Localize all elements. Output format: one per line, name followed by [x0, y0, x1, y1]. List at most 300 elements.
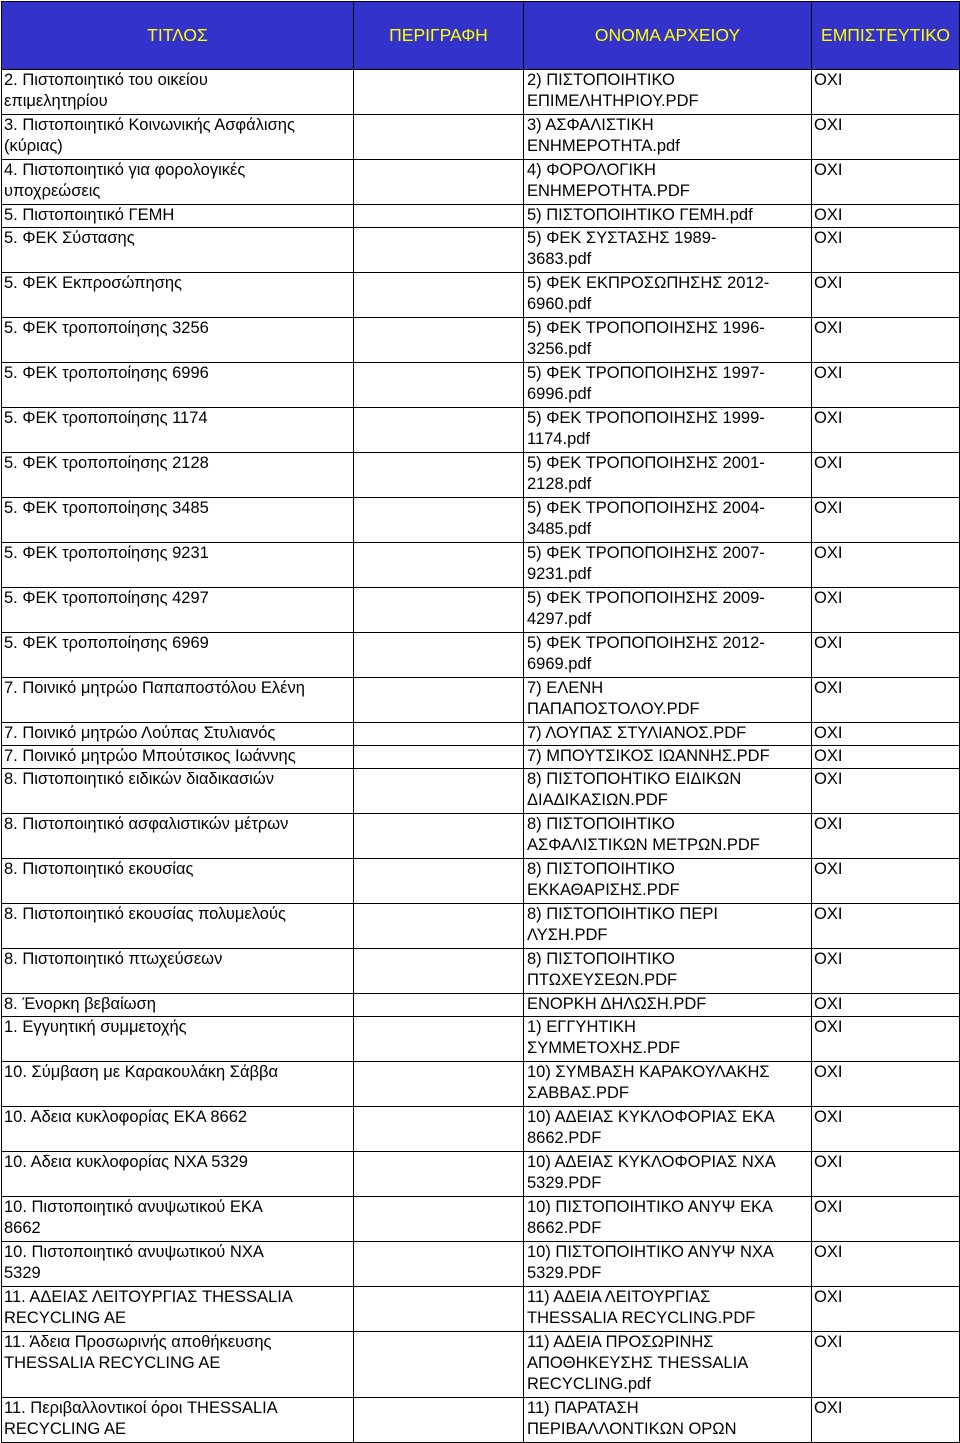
cell-filename-line: 8662.PDF [527, 1129, 602, 1147]
cell-title-line: 2. Πιστοποιητικό του οικείου [4, 71, 208, 89]
header-description: ΠΕΡΙΓΡΑΦΗ [354, 2, 524, 70]
cell-title [2, 1062, 354, 1107]
cell-title [2, 228, 354, 273]
cell-filename [524, 205, 812, 228]
cell-title-line: 7. Ποινικό μητρώο Μπούτσικος Ιωάννης [4, 747, 296, 765]
cell-confidential [812, 1332, 960, 1398]
cell-filename-line: 3485.pdf [527, 520, 592, 538]
cell-description [354, 1242, 524, 1287]
cell-confidential-value: ΟΧΙ [814, 364, 843, 382]
cell-description [354, 228, 524, 273]
cell-confidential-value: ΟΧΙ [814, 1333, 843, 1351]
cell-title [2, 453, 354, 498]
cell-filename-line: 4297.pdf [527, 610, 592, 628]
cell-filename [524, 746, 812, 769]
cell-title [2, 588, 354, 633]
table-row [2, 949, 960, 994]
documents-table [1, 1, 960, 1443]
cell-confidential-value: ΟΧΙ [814, 71, 843, 89]
cell-confidential-value: ΟΧΙ [814, 116, 843, 134]
cell-confidential [812, 205, 960, 228]
cell-filename-line: 7) ΜΠΟΥΤΣΙΚΟΣ ΙΩΑΝΝΗΣ.PDF [527, 747, 770, 765]
table-row [2, 228, 960, 273]
cell-description [354, 814, 524, 859]
cell-title [2, 70, 354, 115]
cell-confidential [812, 1152, 960, 1197]
cell-filename-line: 5) ΠΙΣΤΟΠΟΙΗΤΙΚΟ ΓΕΜΗ.pdf [527, 206, 753, 224]
table-row [2, 859, 960, 904]
cell-description [354, 363, 524, 408]
cell-description [354, 1287, 524, 1332]
cell-confidential-value: ΟΧΙ [814, 1108, 843, 1126]
table-row [2, 633, 960, 678]
cell-confidential [812, 949, 960, 994]
cell-filename-line: ΣΥΜΜΕΤΟΧΗΣ.PDF [527, 1039, 681, 1057]
table-row [2, 408, 960, 453]
cell-title-line: (κύριας) [4, 137, 63, 155]
cell-confidential-value: ΟΧΙ [814, 950, 843, 968]
table-row [2, 994, 960, 1017]
cell-title-line: 5. ΦΕΚ Εκπροσώπησης [4, 274, 183, 292]
cell-filename-line: ΑΠΟΘΗΚΕΥΣΗΣ THESSALIA [527, 1354, 749, 1372]
cell-confidential [812, 633, 960, 678]
cell-confidential-value: ΟΧΙ [814, 724, 843, 742]
cell-filename-line: 7) ΕΛΕΝΗ [527, 679, 604, 697]
cell-title-line: 1. Εγγυητική συμμετοχής [4, 1018, 187, 1036]
cell-title-line: RECYCLING AE [4, 1420, 126, 1438]
cell-filename-line: 8) ΠΙΣΤΟΠΟΙΗΤΙΚΟ ΠΕΡΙ [527, 905, 718, 923]
cell-title [2, 318, 354, 363]
cell-filename-line: 8662.PDF [527, 1219, 602, 1237]
cell-filename [524, 949, 812, 994]
cell-title-line: 4. Πιστοποιητικό για φορολογικές [4, 161, 246, 179]
cell-title [2, 1017, 354, 1062]
cell-filename-line: ΛΥΣΗ.PDF [527, 926, 608, 944]
cell-title [2, 1242, 354, 1287]
cell-filename [524, 543, 812, 588]
cell-filename [524, 1398, 812, 1443]
cell-confidential [812, 723, 960, 746]
cell-description [354, 498, 524, 543]
cell-filename-line: 8) ΠΙΣΤΟΠΟΙΗΤΙΚΟ [527, 860, 675, 878]
cell-confidential-value: ΟΧΙ [814, 1018, 843, 1036]
cell-filename [524, 160, 812, 205]
cell-confidential [812, 1287, 960, 1332]
cell-confidential [812, 70, 960, 115]
cell-description [354, 543, 524, 588]
cell-confidential-value: ΟΧΙ [814, 905, 843, 923]
cell-filename-line: 5) ΦΕΚ ΤΡΟΠΟΠΟΙΗΣΗΣ 1999- [527, 409, 765, 427]
cell-title [2, 859, 354, 904]
cell-confidential-value: ΟΧΙ [814, 815, 843, 833]
cell-filename [524, 678, 812, 723]
cell-filename [524, 498, 812, 543]
cell-title [2, 904, 354, 949]
cell-title [2, 1398, 354, 1443]
cell-title-line: 8. Πιστοποιητικό ασφαλιστικών μέτρων [4, 815, 289, 833]
table-row [2, 723, 960, 746]
cell-title-line: 10. Αδεια κυκλοφορίας ΕΚΑ 8662 [4, 1108, 248, 1126]
cell-title-line: 8. Πιστοποιητικό πτωχεύσεων [4, 950, 223, 968]
cell-filename-line: ΣΑΒΒΑΣ.PDF [527, 1084, 630, 1102]
cell-title [2, 543, 354, 588]
cell-filename-line: 5) ΦΕΚ ΤΡΟΠΟΠΟΙΗΣΗΣ 2001- [527, 454, 765, 472]
cell-title-line: 11. ΑΔΕΙΑΣ ΛΕΙΤΟΥΡΓΙΑΣ THESSALIA [4, 1288, 293, 1306]
cell-filename-line: 2128.pdf [527, 475, 592, 493]
cell-filename-line: ΕΠΙΜΕΛΗΤΗΡΙΟΥ.PDF [527, 92, 699, 110]
cell-confidential-value: ΟΧΙ [814, 229, 843, 247]
cell-title [2, 205, 354, 228]
cell-confidential [812, 859, 960, 904]
cell-confidential [812, 769, 960, 814]
cell-title-line: 5. ΦΕΚ Σύστασης [4, 229, 135, 247]
cell-filename-line: ΕΚΚΑΘΑΡΙΣΗΣ.PDF [527, 881, 680, 899]
cell-filename [524, 318, 812, 363]
cell-filename [524, 1332, 812, 1398]
cell-title-line: 5. ΦΕΚ τροποποίησης 6969 [4, 634, 209, 652]
cell-filename [524, 273, 812, 318]
cell-title-line: 8662 [4, 1219, 41, 1237]
cell-filename-line: 11) ΠΑΡΑΤΑΣΗ [527, 1399, 639, 1417]
table-row [2, 1332, 960, 1398]
cell-description [354, 273, 524, 318]
table-row [2, 1287, 960, 1332]
cell-filename-line: 5) ΦΕΚ ΤΡΟΠΟΠΟΙΗΣΗΣ 2004- [527, 499, 765, 517]
cell-title [2, 273, 354, 318]
cell-description [354, 1332, 524, 1398]
table-row [2, 1017, 960, 1062]
cell-confidential [812, 115, 960, 160]
cell-confidential-value: ΟΧΙ [814, 1288, 843, 1306]
cell-filename-line: 9231.pdf [527, 565, 592, 583]
cell-confidential [812, 814, 960, 859]
cell-filename-line: ΠΤΩΧΕΥΣΕΩΝ.PDF [527, 971, 678, 989]
cell-filename [524, 904, 812, 949]
table-header-row [2, 2, 960, 70]
table-row [2, 498, 960, 543]
cell-filename-line: ΑΣΦΑΛΙΣΤΙΚΩΝ ΜΕΤΡΩΝ.PDF [527, 836, 760, 854]
cell-description [354, 318, 524, 363]
cell-title-line: 3. Πιστοποιητικό Κοινωνικής Ασφάλισης [4, 116, 295, 134]
cell-description [354, 949, 524, 994]
cell-filename-line: ΕΝΗΜΕΡΟΤΗΤΑ.pdf [527, 137, 680, 155]
cell-title [2, 1197, 354, 1242]
cell-title [2, 1287, 354, 1332]
table-body [2, 70, 960, 1443]
cell-confidential [812, 904, 960, 949]
cell-title-line: 5329 [4, 1264, 41, 1282]
cell-title-line: υποχρεώσεις [4, 182, 101, 200]
cell-confidential [812, 1197, 960, 1242]
cell-confidential-value: ΟΧΙ [814, 1198, 843, 1216]
cell-confidential-value: ΟΧΙ [814, 747, 843, 765]
cell-filename-line: 10) ΑΔΕΙΑΣ ΚΥΚΛΟΦΟΡΙΑΣ ΕΚΑ [527, 1108, 775, 1126]
cell-filename-line: 5) ΦΕΚ ΣΥΣΤΑΣΗΣ 1989- [527, 229, 717, 247]
cell-filename [524, 1152, 812, 1197]
cell-filename [524, 228, 812, 273]
cell-description [354, 1152, 524, 1197]
cell-filename-line: 10) ΑΔΕΙΑΣ ΚΥΚΛΟΦΟΡΙΑΣ ΝΧΑ [527, 1153, 776, 1171]
cell-title [2, 363, 354, 408]
cell-title-line: 10. Πιστοποιητικό ανυψωτικού ΝΧΑ [4, 1243, 264, 1261]
cell-description [354, 115, 524, 160]
table-row [2, 1242, 960, 1287]
cell-confidential [812, 678, 960, 723]
cell-filename-line: 5) ΦΕΚ ΕΚΠΡΟΣΩΠΗΣΗΣ 2012- [527, 274, 770, 292]
cell-filename-line: RECYCLING.pdf [527, 1375, 651, 1393]
cell-description [354, 633, 524, 678]
cell-description [354, 1398, 524, 1443]
cell-description [354, 746, 524, 769]
cell-description [354, 70, 524, 115]
cell-filename-line: ΠΑΠΑΠΟΣΤΟΛΟΥ.PDF [527, 700, 700, 718]
cell-title-line: 8. Ένορκη βεβαίωση [4, 995, 156, 1013]
header-title: ΤΙΤΛΟΣ [2, 2, 354, 70]
cell-confidential [812, 588, 960, 633]
cell-confidential [812, 1107, 960, 1152]
cell-title-line: 5. ΦΕΚ τροποποίησης 4297 [4, 589, 209, 607]
header-confidential: ΕΜΠΙΣΤΕΥΤΙΚΟ [812, 2, 960, 70]
table-row [2, 814, 960, 859]
cell-filename-line: 11) ΑΔΕΙΑ ΠΡΟΣΩΡΙΝΗΣ [527, 1333, 714, 1351]
cell-confidential-value: ΟΧΙ [814, 544, 843, 562]
cell-filename-line: 7) ΛΟΥΠΑΣ ΣΤΥΛΙΑΝΟΣ.PDF [527, 724, 747, 742]
cell-confidential [812, 1398, 960, 1443]
table-row [2, 1152, 960, 1197]
cell-title-line: 7. Ποινικό μητρώο Λούπας Στυλιανός [4, 724, 276, 742]
cell-description [354, 859, 524, 904]
cell-filename [524, 363, 812, 408]
cell-filename [524, 1107, 812, 1152]
cell-confidential [812, 543, 960, 588]
cell-filename-line: 1174.pdf [527, 430, 591, 448]
cell-title-line: 5. ΦΕΚ τροποποίησης 9231 [4, 544, 209, 562]
cell-title-line: 5. ΦΕΚ τροποποίησης 6996 [4, 364, 209, 382]
cell-title-line: 10. Πιστοποιητικό ανυψωτικού ΕΚΑ [4, 1198, 263, 1216]
cell-title-line: 5. ΦΕΚ τροποποίησης 3256 [4, 319, 209, 337]
cell-confidential-value: ΟΧΙ [814, 770, 843, 788]
cell-filename-line: 8) ΠΙΣΤΟΠΟΙΗΤΙΚΟ [527, 815, 675, 833]
cell-filename [524, 1287, 812, 1332]
cell-filename [524, 769, 812, 814]
cell-filename-line: 5) ΦΕΚ ΤΡΟΠΟΠΟΙΗΣΗΣ 2012- [527, 634, 765, 652]
cell-filename-line: 1) ΕΓΓΥΗΤΙΚΗ [527, 1018, 636, 1036]
cell-title-line: 8. Πιστοποιητικό εκουσίας πολυμελούς [4, 905, 286, 923]
cell-filename-line: 10) ΣΥΜΒΑΣΗ ΚΑΡΑΚΟΥΛΑΚΗΣ [527, 1063, 770, 1081]
cell-title [2, 408, 354, 453]
cell-filename-line: 3) ΑΣΦΑΛΙΣΤΙΚΗ [527, 116, 654, 134]
cell-confidential [812, 160, 960, 205]
cell-filename-line: 8) ΠΙΣΤΟΠΟΗΤΙΚΟ ΕΙΔΙΚΩΝ [527, 770, 742, 788]
cell-description [354, 678, 524, 723]
cell-title-line: 5. ΦΕΚ τροποποίησης 3485 [4, 499, 209, 517]
table-row [2, 115, 960, 160]
table-row [2, 453, 960, 498]
cell-filename [524, 994, 812, 1017]
cell-confidential-value: ΟΧΙ [814, 589, 843, 607]
cell-title-line: 11. Περιβαλλοντικοί όροι THESSALIA [4, 1399, 278, 1417]
cell-confidential-value: ΟΧΙ [814, 499, 843, 517]
cell-title [2, 1107, 354, 1152]
table-row [2, 318, 960, 363]
cell-confidential [812, 318, 960, 363]
cell-description [354, 1017, 524, 1062]
cell-description [354, 408, 524, 453]
cell-confidential-value: ΟΧΙ [814, 1399, 843, 1417]
cell-filename [524, 70, 812, 115]
header-filename: ΟΝΟΜΑ ΑΡΧΕΙΟΥ [524, 2, 812, 70]
cell-description [354, 1107, 524, 1152]
cell-title [2, 769, 354, 814]
cell-confidential-value: ΟΧΙ [814, 454, 843, 472]
table-row [2, 1398, 960, 1443]
cell-title-line: 10. Αδεια κυκλοφορίας ΝΧΑ 5329 [4, 1153, 248, 1171]
cell-confidential-value: ΟΧΙ [814, 206, 843, 224]
table-row [2, 363, 960, 408]
table-row [2, 1197, 960, 1242]
cell-confidential-value: ΟΧΙ [814, 679, 843, 697]
cell-title-line: 8. Πιστοποιητικό ειδικών διαδικασιών [4, 770, 274, 788]
cell-filename-line: 5) ΦΕΚ ΤΡΟΠΟΠΟΙΗΣΗΣ 1997- [527, 364, 765, 382]
table-row [2, 1062, 960, 1107]
cell-filename [524, 723, 812, 746]
table-row [2, 746, 960, 769]
cell-description [354, 1197, 524, 1242]
cell-filename [524, 588, 812, 633]
cell-filename-line: 6969.pdf [527, 655, 592, 673]
cell-title [2, 949, 354, 994]
table-row [2, 904, 960, 949]
cell-title [2, 160, 354, 205]
cell-filename [524, 453, 812, 498]
cell-description [354, 904, 524, 949]
cell-title [2, 994, 354, 1017]
cell-confidential-value: ΟΧΙ [814, 860, 843, 878]
cell-filename-line: 5329.PDF [527, 1264, 602, 1282]
cell-filename-line: 5329.PDF [527, 1174, 602, 1192]
cell-filename-line: 11) ΑΔΕΙΑ ΛΕΙΤΟΥΡΓΙΑΣ [527, 1288, 711, 1306]
cell-description [354, 994, 524, 1017]
table-row [2, 160, 960, 205]
cell-filename-line: THESSALIA RECYCLING.PDF [527, 1309, 756, 1327]
table-row [2, 678, 960, 723]
cell-confidential [812, 994, 960, 1017]
cell-filename-line: 5) ΦΕΚ ΤΡΟΠΟΠΟΙΗΣΗΣ 2009- [527, 589, 765, 607]
cell-filename [524, 408, 812, 453]
table-row [2, 588, 960, 633]
cell-description [354, 160, 524, 205]
cell-description [354, 1062, 524, 1107]
cell-title-line: THESSALIA RECYCLING AE [4, 1354, 221, 1372]
cell-description [354, 588, 524, 633]
cell-description [354, 205, 524, 228]
cell-filename-line: 8) ΠΙΣΤΟΠΟΙΗΤΙΚΟ [527, 950, 675, 968]
cell-filename-line: ΔΙΑΔΙΚΑΣΙΩΝ.PDF [527, 791, 668, 809]
table-row [2, 769, 960, 814]
cell-confidential-value: ΟΧΙ [814, 274, 843, 292]
cell-filename-line: 10) ΠΙΣΤΟΠΟΙΗΤΙΚΟ ΑΝΥΨ ΕΚΑ [527, 1198, 773, 1216]
cell-filename-line: 10) ΠΙΣΤΟΠΟΙΗΤΙΚΟ ΑΝΥΨ ΝΧΑ [527, 1243, 774, 1261]
table-row [2, 543, 960, 588]
cell-filename-line: ΕΝΗΜΕΡΟΤΗΤΑ.PDF [527, 182, 690, 200]
table-row [2, 205, 960, 228]
cell-confidential [812, 363, 960, 408]
cell-filename [524, 1197, 812, 1242]
table-row [2, 70, 960, 115]
cell-filename [524, 633, 812, 678]
cell-title-line: 5. ΦΕΚ τροποποίησης 1174 [4, 409, 208, 427]
cell-title-line: 10. Σύμβαση με Καρακουλάκη Σάββα [4, 1063, 278, 1081]
cell-filename-line: 2) ΠΙΣΤΟΠΟΙΗΤΙΚΟ [527, 71, 675, 89]
cell-filename [524, 1017, 812, 1062]
cell-title [2, 723, 354, 746]
cell-confidential-value: ΟΧΙ [814, 1243, 843, 1261]
cell-title-line: RECYCLING AE [4, 1309, 126, 1327]
table-row [2, 273, 960, 318]
cell-title-line: 5. ΦΕΚ τροποποίησης 2128 [4, 454, 209, 472]
cell-description [354, 723, 524, 746]
cell-filename-line: 6960.pdf [527, 295, 592, 313]
cell-confidential-value: ΟΧΙ [814, 995, 843, 1013]
cell-confidential [812, 453, 960, 498]
cell-description [354, 769, 524, 814]
cell-title-line: επιμελητηρίου [4, 92, 108, 110]
cell-filename-line: 5) ΦΕΚ ΤΡΟΠΟΠΟΙΗΣΗΣ 1996- [527, 319, 765, 337]
cell-confidential [812, 408, 960, 453]
cell-filename-line: 3683.pdf [527, 250, 592, 268]
cell-confidential-value: ΟΧΙ [814, 1063, 843, 1081]
cell-confidential-value: ΟΧΙ [814, 161, 843, 179]
cell-title [2, 1332, 354, 1398]
table-row [2, 1107, 960, 1152]
cell-filename [524, 1062, 812, 1107]
cell-confidential-value: ΟΧΙ [814, 634, 843, 652]
cell-confidential [812, 746, 960, 769]
cell-filename-line: ΠΕΡΙΒΑΛΛΟΝΤΙΚΩΝ ΟΡΩΝ [527, 1420, 737, 1438]
cell-filename [524, 814, 812, 859]
cell-title-line: 5. Πιστοποιητικό ΓΕΜΗ [4, 206, 175, 224]
cell-filename-line: ΕΝΟΡΚΗ ΔΗΛΩΣΗ.PDF [527, 995, 707, 1013]
cell-title [2, 115, 354, 160]
cell-confidential [812, 1242, 960, 1287]
cell-confidential [812, 228, 960, 273]
cell-filename-line: 5) ΦΕΚ ΤΡΟΠΟΠΟΙΗΣΗΣ 2007- [527, 544, 765, 562]
cell-filename [524, 859, 812, 904]
cell-confidential [812, 498, 960, 543]
cell-filename-line: 4) ΦΟΡΟΛΟΓΙΚΗ [527, 161, 656, 179]
cell-filename-line: 3256.pdf [527, 340, 592, 358]
cell-filename [524, 1242, 812, 1287]
cell-filename [524, 115, 812, 160]
cell-title [2, 1152, 354, 1197]
cell-title [2, 678, 354, 723]
cell-confidential [812, 1062, 960, 1107]
cell-title [2, 498, 354, 543]
cell-title-line: 11. Άδεια Προσωρινής αποθήκευσης [4, 1333, 272, 1351]
cell-confidential-value: ΟΧΙ [814, 409, 843, 427]
cell-title-line: 7. Ποινικό μητρώο Παπαποστόλου Ελένη [4, 679, 305, 697]
cell-confidential [812, 273, 960, 318]
cell-filename-line: 6996.pdf [527, 385, 592, 403]
cell-title [2, 814, 354, 859]
cell-confidential-value: ΟΧΙ [814, 1153, 843, 1171]
cell-confidential-value: ΟΧΙ [814, 319, 843, 337]
cell-title [2, 746, 354, 769]
cell-description [354, 453, 524, 498]
cell-confidential [812, 1017, 960, 1062]
cell-title [2, 633, 354, 678]
cell-title-line: 8. Πιστοποιητικό εκουσίας [4, 860, 194, 878]
